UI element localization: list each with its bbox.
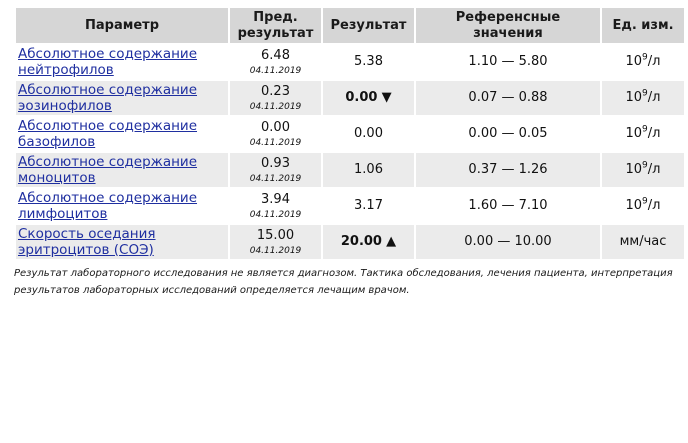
units-exponent: 9 — [642, 88, 648, 99]
table-row — [16, 225, 684, 259]
param-link[interactable]: Абсолютное содержание эозинофилов — [18, 81, 198, 114]
header-reference: Референсные значения — [416, 8, 600, 43]
prev-date: 04.11.2019 — [249, 245, 302, 256]
result-cell — [323, 45, 414, 79]
prev-result-cell — [230, 117, 321, 151]
prev-result-cell — [230, 45, 321, 79]
param-link[interactable]: Абсолютное содержание лимфоцитов — [18, 189, 198, 222]
units-cell — [602, 225, 684, 259]
result-cell — [323, 117, 414, 151]
results-table — [14, 6, 686, 261]
result-value: 0.00 — [345, 90, 378, 105]
prev-value: 0.00 — [261, 119, 290, 135]
param-link[interactable]: Скорость оседания эритроцитов (СОЭ) — [18, 225, 156, 258]
param-cell — [16, 45, 228, 79]
prev-date: 04.11.2019 — [249, 65, 302, 76]
units-cell — [602, 81, 684, 115]
prev-result-cell — [230, 81, 321, 115]
result-value: 20.00 — [340, 234, 382, 249]
units-base: 10 — [625, 198, 643, 213]
header-param: Параметр — [16, 8, 228, 43]
reference-cell: 0.00 — 0.05 — [416, 117, 600, 151]
result-cell — [323, 81, 414, 115]
units-suffix: /л — [647, 54, 661, 69]
units-suffix: /л — [647, 126, 661, 141]
units-suffix: /л — [647, 198, 661, 213]
param-cell — [16, 117, 228, 151]
table-row — [16, 189, 684, 223]
units-suffix: /л — [647, 162, 661, 177]
units-exponent: 9 — [642, 124, 648, 135]
prev-result-cell — [230, 153, 321, 187]
result-cell — [323, 153, 414, 187]
prev-date: 04.11.2019 — [249, 101, 302, 112]
units-base: 10 — [625, 54, 643, 69]
prev-value: 6.48 — [261, 47, 290, 63]
prev-result-cell — [230, 189, 321, 223]
prev-date: 04.11.2019 — [249, 173, 302, 184]
header-result: Результат — [323, 8, 414, 43]
result-cell — [323, 225, 414, 259]
disclaimer: Результат лабораторного исследования не является диагнозом. Тактика обследования, лечения пациента, интерпретация результатов лабораторных исследований определяется лечащим врачом. — [14, 268, 673, 296]
header-prev-result: Пред. результат — [230, 8, 321, 43]
prev-value: 0.93 — [261, 155, 290, 171]
reference-cell: 0.37 — 1.26 — [416, 153, 600, 187]
lab-results — [14, 6, 682, 299]
table-row — [16, 45, 684, 79]
units-cell — [602, 117, 684, 151]
param-link[interactable]: Абсолютное содержание моноцитов — [18, 153, 198, 186]
prev-value: 15.00 — [256, 227, 295, 243]
result-cell — [323, 189, 414, 223]
units-exponent: 9 — [642, 52, 648, 63]
param-link[interactable]: Абсолютное содержание нейтрофилов — [18, 45, 198, 78]
table-row — [16, 153, 684, 187]
units-cell — [602, 189, 684, 223]
prev-date: 04.11.2019 — [249, 209, 302, 220]
units-exponent: 9 — [642, 196, 648, 207]
header-units: Ед. изм. — [602, 8, 684, 43]
param-link[interactable]: Абсолютное содержание базофилов — [18, 117, 198, 150]
reference-cell: 0.00 — 10.00 — [416, 225, 600, 259]
reference-cell: 1.10 — 5.80 — [416, 45, 600, 79]
units-base: мм/час — [619, 234, 667, 249]
units-base: 10 — [625, 90, 643, 105]
param-cell — [16, 153, 228, 187]
header-row — [16, 8, 684, 43]
result-value: 3.17 — [354, 198, 383, 213]
table-row — [16, 117, 684, 151]
table-row — [16, 81, 684, 115]
arrow-down-icon: ▼ — [381, 90, 392, 105]
prev-date: 04.11.2019 — [249, 137, 302, 148]
units-cell — [602, 153, 684, 187]
result-value: 5.38 — [354, 54, 383, 69]
units-base: 10 — [625, 162, 643, 177]
prev-value: 0.23 — [261, 83, 290, 99]
units-exponent: 9 — [642, 160, 648, 171]
units-cell — [602, 45, 684, 79]
param-cell — [16, 81, 228, 115]
result-value: 0.00 — [354, 126, 383, 141]
arrow-up-icon: ▲ — [386, 234, 397, 249]
param-cell — [16, 189, 228, 223]
prev-value: 3.94 — [261, 191, 290, 207]
reference-cell: 1.60 — 7.10 — [416, 189, 600, 223]
reference-cell: 0.07 — 0.88 — [416, 81, 600, 115]
units-suffix: /л — [647, 90, 661, 105]
prev-result-cell — [230, 225, 321, 259]
result-value: 1.06 — [354, 162, 383, 177]
units-base: 10 — [625, 126, 643, 141]
param-cell — [16, 225, 228, 259]
